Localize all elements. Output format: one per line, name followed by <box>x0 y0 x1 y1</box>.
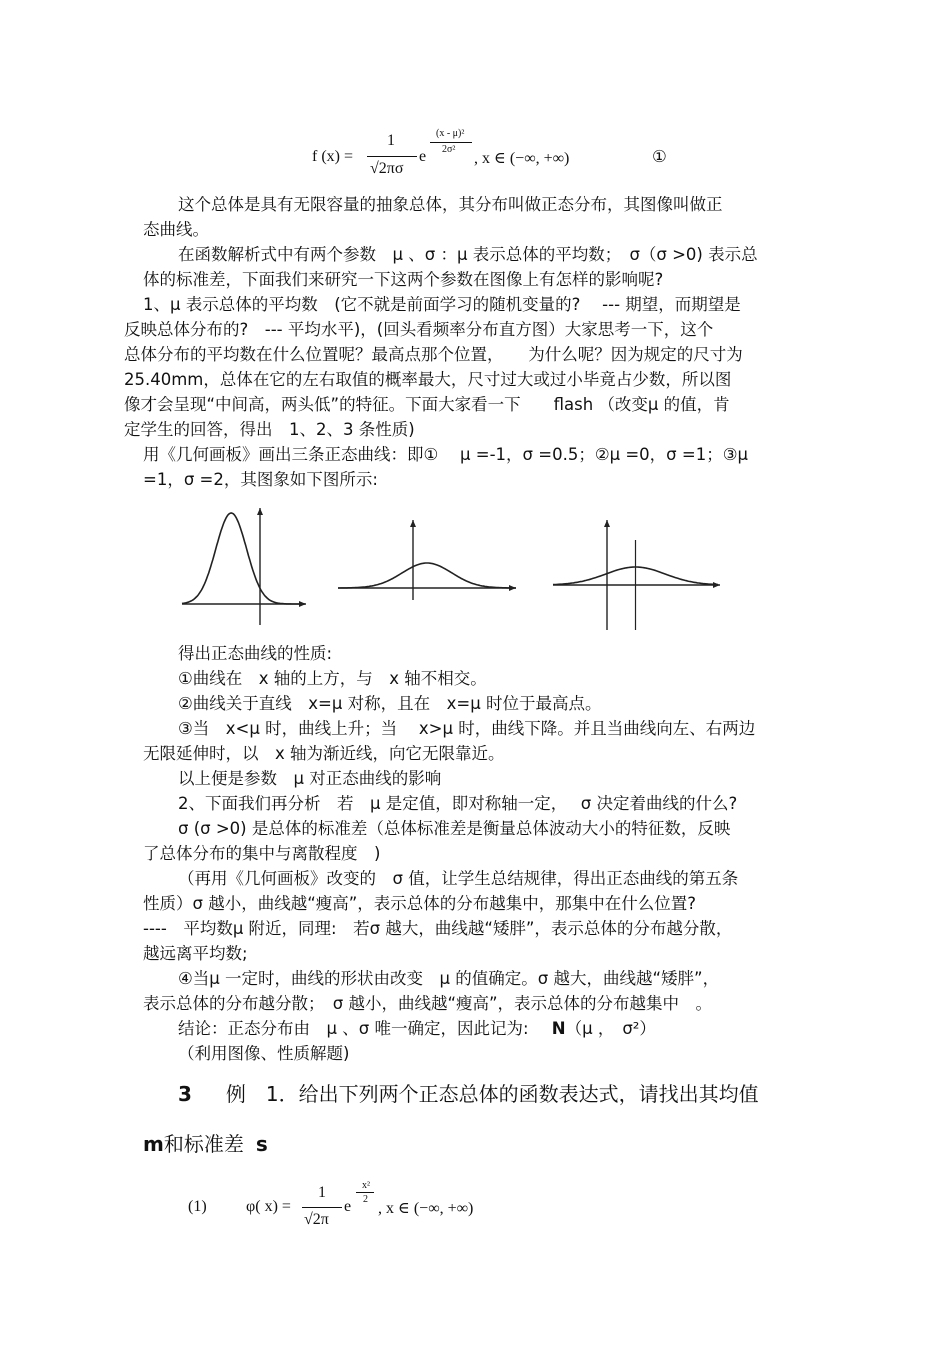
formula-2-exp-top: x² <box>362 1180 370 1191</box>
notation-args: （μ ， <box>565 1019 615 1038</box>
paragraph-line: 得出正态曲线的性质: <box>178 644 333 663</box>
paragraph-line: ②曲线关于直线 x=μ 对称，且在 x=μ 时位于最高点。 <box>178 694 602 713</box>
paragraph-line: 在函数解析式中有两个参数 μ 、σ ：μ 表示总体的平均数； σ（σ >0) 表示总 <box>178 245 758 264</box>
paragraph-line: 了总体分布的集中与离散程度 ) <box>143 844 381 863</box>
formula-2-numerator: 1 <box>318 1184 326 1201</box>
paragraph-line: ③当 x<μ 时，曲线上升；当 x>μ 时，曲线下降。并且当曲线向左、右两边 <box>178 719 756 738</box>
paragraph-line: 1、μ 表示总体的平均数 (它不就是前面学习的随机变量的? --- 期望，而期望是 <box>143 295 741 314</box>
paragraph-line: 25.40mm，总体在它的左右取值的概率最大，尺寸过大或过小毕竟占少数，所以图 <box>124 370 732 389</box>
paragraph-line: 性质）σ 越小，曲线越“瘦高”，表示总体的分布越集中，那集中在什么位置? <box>143 894 697 913</box>
section-number: 3 <box>178 1082 192 1106</box>
formula-1-exp-bottom: 2σ² <box>442 144 456 155</box>
paragraph-line: 态曲线。 <box>143 220 209 239</box>
formula-1-numerator: 1 <box>387 132 395 149</box>
example-text-2: 和标准差 <box>163 1132 244 1156</box>
y-axis-arrow-3 <box>604 520 610 527</box>
equation-tag: ① <box>652 147 667 166</box>
example-text: 例 1．给出下列两个正态总体的函数表达式，请找出其均值 <box>225 1082 759 1106</box>
paragraph-line: ①曲线在 x 轴的上方，与 x 轴不相交。 <box>178 669 487 688</box>
conclusion-text: 结论：正态分布由 μ 、σ 唯一确定，因此记为: <box>178 1019 529 1038</box>
paragraph-line: ④当μ 一定时，曲线的形状由改变 μ 的值确定。σ 越大，曲线越“矮胖”， <box>178 969 720 988</box>
notation-n: N <box>551 1019 566 1038</box>
example-heading-line-2 <box>143 1128 268 1157</box>
exp-fraction-bar <box>356 1192 374 1193</box>
paragraph-line: 越远离平均数; <box>143 944 248 963</box>
notation-sigma2: σ² <box>622 1019 640 1038</box>
normal-curve-1 <box>182 513 305 604</box>
y-axis-arrow-1 <box>257 508 263 515</box>
paragraph-line: 无限延伸时，以 x 轴为渐近线，向它无限靠近。 <box>143 744 505 763</box>
formula-1-lhs: f (x) = <box>312 148 354 165</box>
formula-2-domain: , x ∈ (−∞, +∞) <box>378 1200 474 1217</box>
paragraph-line: 以上便是参数 μ 对正态曲线的影响 <box>178 769 442 788</box>
paragraph-line: ---- 平均数μ 附近，同理: 若σ 越大，曲线越“矮胖”，表示总体的分布越分散， <box>143 919 733 938</box>
formula-2-denominator: √2π <box>304 1211 329 1228</box>
fraction-bar <box>302 1207 342 1208</box>
paragraph-line: 用《几何画板》画出三条正态曲线：即① μ =-1，σ =0.5；②μ =0，σ =1；③μ <box>143 445 748 464</box>
paragraph-line: =1，σ =2，其图象如下图所示: <box>143 470 378 489</box>
formula-2-exp-bottom: 2 <box>363 1194 368 1205</box>
mean-symbol: m <box>143 1132 164 1156</box>
formula-2-lhs: φ( x) = <box>246 1198 291 1215</box>
formula-2-label: (1) <box>188 1198 207 1215</box>
paragraph-line: 定学生的回答，得出 1、2、3 条性质) <box>124 420 415 439</box>
normal-curve-2 <box>338 563 516 588</box>
paragraph-line: 体的标准差，下面我们来研究一下这两个参数在图像上有怎样的影响呢? <box>143 270 664 289</box>
paragraph-line: 表示总体的分布越分散； σ 越小，曲线越“瘦高”，表示总体的分布越集中 。 <box>143 994 713 1013</box>
paragraph-line: （利用图像、性质解题) <box>178 1044 350 1063</box>
formula-1-domain: , x ∈ (−∞, +∞) <box>474 150 570 167</box>
paragraph-line: 像才会呈现“中间高，两头低”的特征。下面大家看一下 flash （改变μ 的值，肯 <box>124 395 730 414</box>
notation-close: ） <box>639 1019 656 1038</box>
paragraph-line: 这个总体是具有无限容量的抽象总体，其分布叫做正态分布，其图像叫做正 <box>178 195 723 214</box>
paragraph-line: 总体分布的平均数在什么位置呢？最高点那个位置， 为什么呢？因为规定的尺寸为 <box>124 345 743 364</box>
paragraph-line: 2、下面我们再分析 若 μ 是定值，即对称轴一定， σ 决定着曲线的什么? <box>178 794 738 813</box>
paragraph-line: 反映总体分布的? --- 平均水平)，(回头看频率分布直方图）大家思考一下，这个 <box>124 320 714 339</box>
formula-1-exp-top: (x - μ)² <box>436 128 465 139</box>
paragraph-line: σ (σ >0) 是总体的标准差（总体标准差是衡量总体波动大小的特征数，反映 <box>178 819 731 838</box>
conclusion-line <box>178 1017 656 1041</box>
paragraph-line: （再用《几何画板》改变的 σ 值，让学生总结规律，得出正态曲线的第五条 <box>178 869 739 888</box>
formula-1-denominator: √2πσ <box>370 160 404 177</box>
sd-symbol: s <box>255 1132 268 1156</box>
example-heading-line-1 <box>178 1078 759 1107</box>
y-axis-arrow-2 <box>410 520 416 527</box>
